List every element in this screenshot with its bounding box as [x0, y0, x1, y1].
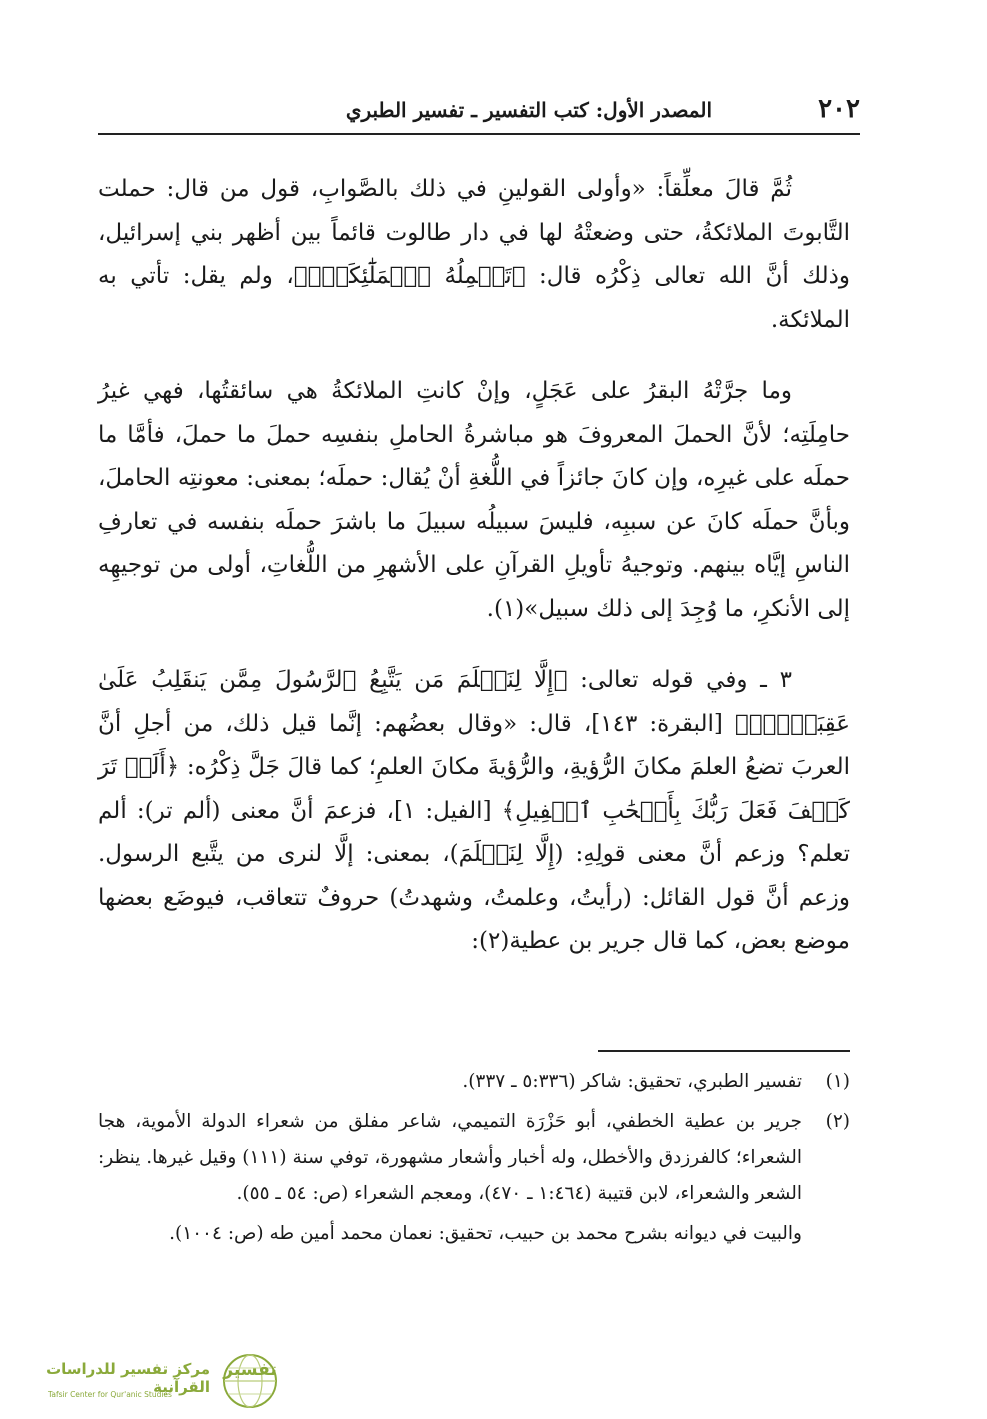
footnote-item [98, 1064, 850, 1100]
tafsir-center-logo [8, 1352, 278, 1410]
footnote-number: (١) [825, 1071, 850, 1092]
footnote-text: تفسير الطبري، تحقيق: شاكر (٥:٣٣٦ ـ ٣٣٧). [462, 1071, 802, 1092]
footnote-item [98, 1104, 850, 1212]
running-title: المصدر الأول: كتب التفسير ـ تفسير الطبري [345, 98, 712, 122]
footnotes [98, 1064, 850, 1252]
page-header [98, 92, 860, 128]
paragraph: وما جرَّتْهُ البقرُ على عَجَلٍ، وإنْ كانتِ الملائكةُ هي سائقتُها، فهي غيرُ حامِلَتِه؛ لأنَّ الحملَ المعروفَ هو مباشرةُ الحاملِ بنفسِه حملَ ما حملَ، فأمَّا ما حملَه على غيرِه، وإن كانَ جائزاً في اللُّغةِ أنْ يُقال: حملَه؛ بمعنى: معونتِه الحاملَ، وبأنَّ حملَه كانَ عن سببِه، فليسَ سبيلُه سبيلَ ما باشرَ حملَه بنفسه في تعارفِ الناسِ إيَّاه بينهم. وتوجيهُ تأويلِ القرآنِ على الأشهرِ من اللُّغاتِ، أولى من توجيهِه إلى الأنكرِ، ما وُجِدَ إلى ذلك سبيل»(١). [98, 378, 850, 622]
footnote-continuation: والبيت في ديوانه بشرح محمد بن حبيب، تحقيق: نعمان محمد أمين طه (ص: ١٠٠٤). [169, 1223, 802, 1244]
logo-subtitle: Tafsir Center for Qur'anic Studies [48, 1390, 172, 1399]
main-text [98, 168, 850, 964]
header-divider [98, 133, 860, 135]
logo-word: تفسير [223, 1360, 277, 1380]
logo-center-name: مركز تفسير للدراسات القرآنية [46, 1360, 210, 1396]
paragraph: ثُمَّ قالَ معلِّقاً: «وأولى القولينِ في ذلك بالصَّوابِ، قول من قال: حملت التَّابوتَ الملائكةُ، حتى وضعتْهُ لها في دار طالوت قائماً بين أظهر بني إسرائيل، وذلك أنَّ الله تعالى ذِكْرُه قال: ﴿تَحۡمِلُهُ ٱلۡمَلَٰٓئِكَةُۚ﴾، ولم يقل: تأتي به الملائكة. [98, 176, 850, 333]
footnote-text: جرير بن عطية الخطفي، أبو حَزْرَة التميمي، شاعر مفلق من شعراء الدولة الأموية، هجا الشعراء؛ كالفرزدق والأخطل، وله أخبار وأشعار مشهورة، توفي سنة (١١١) وقيل غيرها. ينظر: الشعر والشعراء، لابن قتيبة (١:٤٦٤ ـ ٤٧٠)، ومعجم الشعراء (ص: ٥٤ ـ ٥٥). [98, 1111, 802, 1204]
page-number: ٢٠٢ [818, 94, 860, 124]
footnote-number: (٢) [825, 1111, 850, 1132]
footnote-divider [598, 1050, 850, 1052]
paragraph: ٣ ـ وفي قوله تعالى: ﴿إِلَّا لِنَعۡلَمَ مَن يَتَّبِعُ ٱلرَّسُولَ مِمَّن يَنقَلِبُ عَلَىٰ عَقِبَيۡهِۚ﴾ [البقرة: ١٤٣]، قال: «وقال بعضُهم: إنَّما قيل ذلك، من أجلِ أنَّ العربَ تضعُ العلمَ مكانَ الرُّؤيةِ، والرُّؤيةَ مكانَ العلمِ؛ كما قالَ جَلَّ ذِكْرُه: ﴿أَلَمۡ تَرَ كَيۡفَ فَعَلَ رَبُّكَ بِأَصۡحَٰبِ ٱلۡفِيلِ﴾ [الفيل: ١]، فزعمَ أنَّ معنى (ألم تر): ألم تعلم؟ وزعم أنَّ معنى قولِهِ: (إِلَّا لِنَعۡلَمَ)، بمعنى: إلَّا لنرى من يتَّبع الرسول. وزعم أنَّ قول القائل: (رأيتُ، وعلمتُ، وشهدتُ) حروفٌ تتعاقب، فيوضَع بعضها موضع بعض، كما قال جرير بن عطية(٢): [98, 667, 851, 954]
